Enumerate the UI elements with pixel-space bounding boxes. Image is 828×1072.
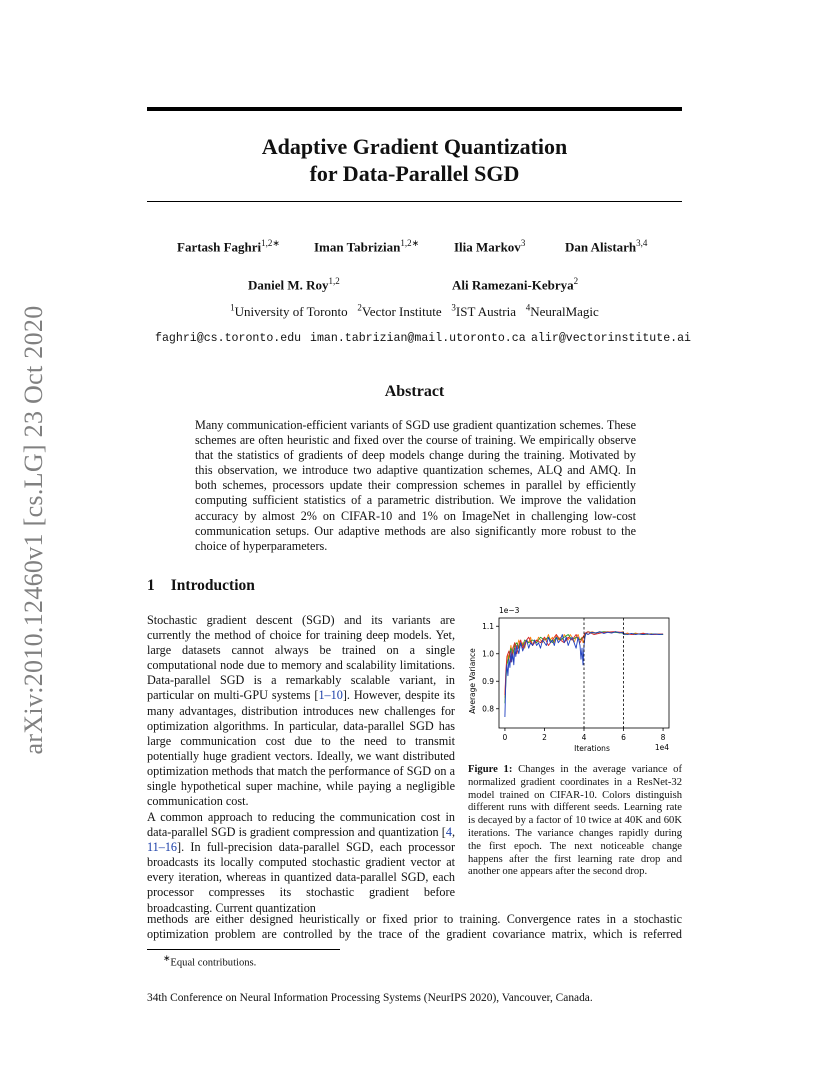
arxiv-identifier: arXiv:2010.12460v1 [cs.LG] 23 Oct 2020: [19, 305, 48, 755]
email-1[interactable]: faghri@cs.toronto.edu: [155, 332, 302, 345]
affiliation-1: $^1$University of Toronto: [230, 303, 348, 320]
citation-link[interactable]: 11–16: [147, 840, 178, 855]
figure-label: Figure 1:: [468, 764, 513, 775]
abstract-heading: Abstract: [384, 383, 445, 400]
y-tick-label: 1.1: [482, 621, 494, 631]
y-offset-label: 1e−3: [499, 606, 520, 615]
author-2: Iman Tabrizian$^{1,2∗}$: [314, 238, 420, 255]
x-tick-label: 8: [660, 733, 666, 742]
author-1: Fartash Faghri$^{1,2∗}$: [177, 238, 280, 255]
y-tick-label: 0.9: [482, 676, 494, 686]
citation-link[interactable]: 4: [445, 825, 452, 840]
abstract-text: Many communication-efficient variants of SGD use gradient quantization schemes. These schemes are often heuristic and fixed over the course of training. We empirically observe that the statistics of gradients of deep models change during the training. Motivated by this observation, we introduce two adaptive quantization schemes, ALQ and AMQ. In both schemes, processors update their compression schemes in parallel by efficiently computing sufficient statistics of a parametric distribution. We improve the validation accuracy by almost 2% on CIFAR-10 and 1% on ImageNet in challenging low-cost communication setups. Our adaptive methods are also significantly more robust to the choice of hyperparameters.: [195, 418, 636, 553]
abstract-body: [195, 418, 636, 554]
author-6: Ali Ramezani-Kebrya$^2$: [452, 276, 579, 293]
intro-paragraph-2: A common approach to reducing the communication cost in data-parallel SGD is gradient compression and quantization [4, 11–16]. In full-precision data-parallel SGD, each processor broadcasts its locally computed stochastic gradient vector at every iteration, whereas in quantized data-parallel SGD, each processor compresses its stochastic gradient before broadcasting. Current quantization: [147, 810, 455, 915]
title-top-rule: [147, 107, 682, 111]
email-2[interactable]: iman.tabrizian@mail.utoronto.ca: [310, 332, 526, 345]
intro-paragraph-1: Stochastic gradient descent (SGD) and its variants are currently the method of choice for training deep models. Yet, large datasets cannot always be trained on a single computational node due to memory and scalability limitations. Data-parallel SGD is a remarkably scalable variant, in particular on multi-GPU systems [1–10]. However, despite its many advantages, distribution introduces new challenges for optimization algorithms. In particular, data-parallel SGD has large communication cost due to the need to transmit potentially huge gradient vectors. Ideally, we want distributed optimization methods that match the performance of SGD on a single hypothetical super machine, while paying a negligible communication cost.: [147, 613, 455, 809]
intro-fullwidth-line-2: optimization problem are controlled by the trace of the gradient covariance matrix, which is referred: [147, 927, 682, 941]
author-4: Dan Alistarh$^{3,4}$: [565, 238, 648, 255]
author-3: Ilia Markov$^3$: [454, 238, 526, 255]
title-bottom-rule: [147, 201, 682, 202]
x-axis-label: Iterations: [574, 744, 610, 753]
section-heading-introduction: 1 Introduction: [147, 577, 255, 594]
y-tick-label: 1.0: [482, 649, 494, 659]
x-tick-label: 2: [542, 733, 547, 742]
footnote-rule: [147, 949, 340, 950]
paper-title: [147, 133, 682, 187]
y-axis-label: Average Variance: [468, 648, 477, 714]
figure-caption-text: Changes in the average variance of normalized gradient coordinates in a ResNet-32 model trained on CIFAR-10. Colors distinguish different runs with different seeds. Learning rate is decayed by a factor of 10 twice at 40K and 60K iterations. The variance changes rapidly during the first epoch. The next noticeable change happens after the first learning rate drop and another one appears after the second drop.: [468, 764, 683, 878]
arxiv-sidebar-stamp: [14, 295, 54, 765]
x-tick-label: 6: [621, 733, 626, 742]
x-offset-label: 1e4: [654, 743, 669, 752]
figure-1-chart: [462, 600, 682, 755]
title-line-1: Adaptive Gradient Quantization: [261, 134, 568, 159]
figure-1-caption: [468, 764, 682, 879]
x-tick-label: 0: [502, 733, 508, 742]
affiliation-3: $^3$IST Austria: [451, 303, 516, 320]
affiliation-4: $^4$NeuralMagic: [525, 303, 599, 320]
footnote: ∗Equal contributions.: [163, 953, 257, 969]
conference-venue: 34th Conference on Neural Information Processing Systems (NeurIPS 2020), Vancouver, Canada.: [147, 992, 593, 1004]
author-5: Daniel M. Roy$^{1,2}$: [248, 276, 340, 293]
affiliations: [147, 303, 682, 320]
affiliation-2: $^2$Vector Institute: [357, 303, 442, 320]
y-tick-label: 0.8: [482, 704, 494, 714]
title-line-2: for Data-Parallel SGD: [309, 161, 520, 186]
intro-fullwidth-line-1: methods are either designed heuristically or fixed prior to training. Convergence rates in a stochastic: [147, 912, 682, 926]
email-3[interactable]: alir@vectorinstitute.ai: [531, 332, 692, 345]
citation-link[interactable]: 1–10: [318, 688, 343, 703]
x-tick-label: 4: [581, 733, 587, 742]
